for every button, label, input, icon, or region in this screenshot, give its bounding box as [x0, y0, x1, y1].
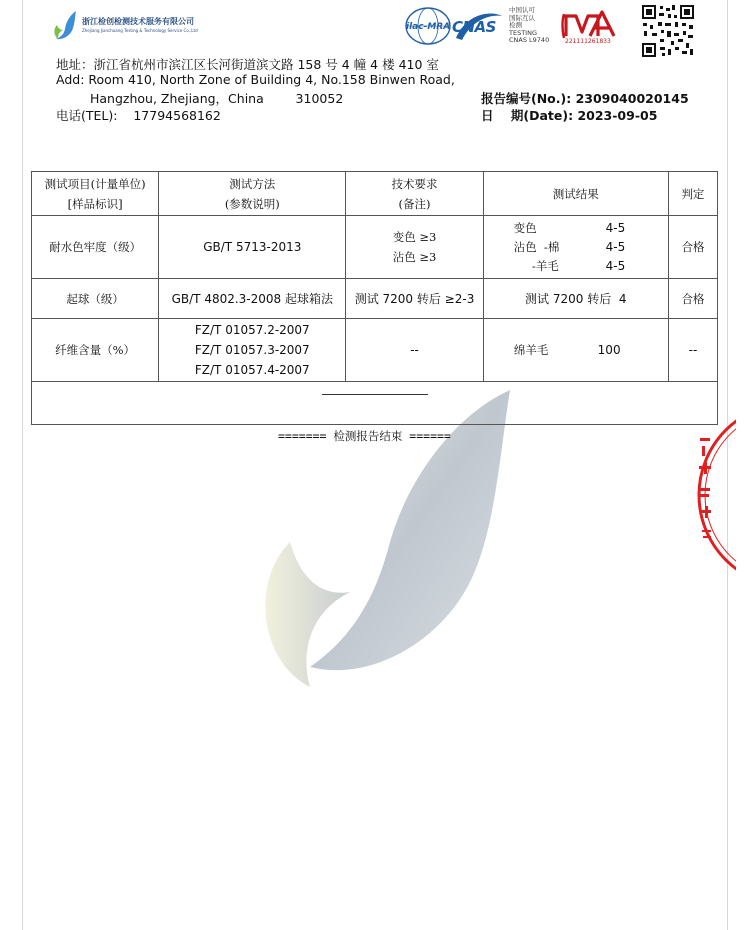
row-requirement: 测试 7200 转后 ≥2-3 — [346, 279, 483, 319]
company-name-zh: 浙江检创检测技术服务有限公司 — [82, 17, 194, 26]
row-result — [483, 319, 668, 382]
header-requirement-line2: (备注) — [398, 196, 431, 211]
row-test-method — [159, 319, 346, 382]
header-requirement — [346, 172, 483, 216]
header-requirement-line1: 技术要求 — [391, 176, 438, 191]
table-header-row — [32, 172, 718, 216]
cnas-info — [509, 7, 549, 45]
row-test-item: 耐水色牢度（级） — [32, 216, 159, 279]
result-value: 4-5 — [605, 239, 626, 254]
row-result — [483, 216, 668, 279]
row-test-method: GB/T 5713-2013 — [159, 216, 346, 279]
cnas-info-line: 中国认可 — [509, 6, 535, 14]
row-test-item: 起球（级） — [32, 279, 159, 319]
cnas-label: CNAS — [452, 18, 496, 36]
table-row — [32, 279, 718, 319]
header-test-method-line1: 测试方法 — [229, 176, 276, 191]
result-label: 变色 — [513, 220, 537, 235]
cnas-info-line: TESTING — [509, 28, 537, 37]
table-row — [32, 319, 718, 382]
company-logo — [52, 10, 232, 44]
test-results-table — [31, 171, 718, 425]
header-test-item-line2: [样品标识] — [67, 196, 123, 211]
telephone: 电话(TEL): 17794568162 — [56, 108, 221, 123]
requirement-line: 沾色 ≥3 — [392, 250, 437, 264]
ilac-mra-mark — [404, 6, 452, 46]
result-value: 4-5 — [605, 258, 626, 273]
address-en-line2: Hangzhou, Zhejiang，China 310052 — [90, 91, 344, 106]
blank-cell — [32, 382, 718, 425]
address-zh: 地址：浙江省杭州市滨江区长河街道滨文路 158 号 4 幢 4 楼 410 室 — [56, 57, 439, 72]
row-judgement: 合格 — [668, 279, 717, 319]
header-test-item — [32, 172, 159, 216]
header-judgement: 判定 — [668, 172, 717, 216]
cnas-info-line: 检测 — [509, 21, 522, 30]
header-test-method — [159, 172, 346, 216]
requirement-line: 变色 ≥3 — [392, 230, 437, 244]
result-label: -羊毛 — [513, 258, 559, 273]
row-judgement: -- — [668, 319, 717, 382]
result-label: 绵羊毛 — [513, 343, 549, 357]
blank-row — [32, 382, 718, 425]
cma-number: 221111261833 — [565, 38, 611, 45]
blank-underline — [322, 394, 428, 395]
report-number: 报告编号(No.): 2309040020145 — [481, 91, 689, 106]
cnas-info-line: 国际互认 — [509, 13, 535, 22]
method-line: FZ/T 01057.4-2007 — [194, 363, 310, 377]
company-name-en: Zhejiang Jianchuang Testing & Technology Service Co.,Ltd — [82, 28, 198, 33]
report-end-note: ======= 检测报告结束 ====== — [278, 429, 451, 443]
report-date: 日 期(Date): 2023-09-05 — [481, 108, 658, 123]
row-result: 测试 7200 转后 4 — [483, 279, 668, 319]
header-result: 测试结果 — [483, 172, 668, 216]
header-test-item-line1: 测试项目(计量单位) — [44, 176, 146, 191]
cnas-info-line: CNAS L9740 — [509, 36, 550, 45]
method-line: FZ/T 01057.2-2007 — [194, 323, 310, 337]
row-judgement: 合格 — [668, 216, 717, 279]
method-line: FZ/T 01057.3-2007 — [194, 343, 310, 357]
company-logo-icon — [52, 10, 78, 40]
row-test-item: 纤维含量（%） — [32, 319, 159, 382]
company-seal-icon — [696, 410, 736, 580]
header-test-method-line2: (参数说明) — [224, 196, 280, 211]
row-requirement — [346, 216, 483, 279]
cnas-mark — [452, 8, 504, 44]
address-en-line1: Add: Room 410, North Zone of Building 4, No.158 Binwen Road, — [56, 72, 455, 87]
page-left-edge — [22, 0, 23, 930]
table-row — [32, 216, 718, 279]
result-label: 沾色 -棉 — [513, 239, 560, 254]
result-value: 4-5 — [605, 220, 626, 235]
qr-code-icon — [640, 3, 696, 59]
row-requirement: -- — [346, 319, 483, 382]
result-value: 100 — [597, 343, 621, 357]
ilac-label: ilac-MRA — [406, 22, 451, 32]
row-test-method: GB/T 4802.3-2008 起球箱法 — [159, 279, 346, 319]
